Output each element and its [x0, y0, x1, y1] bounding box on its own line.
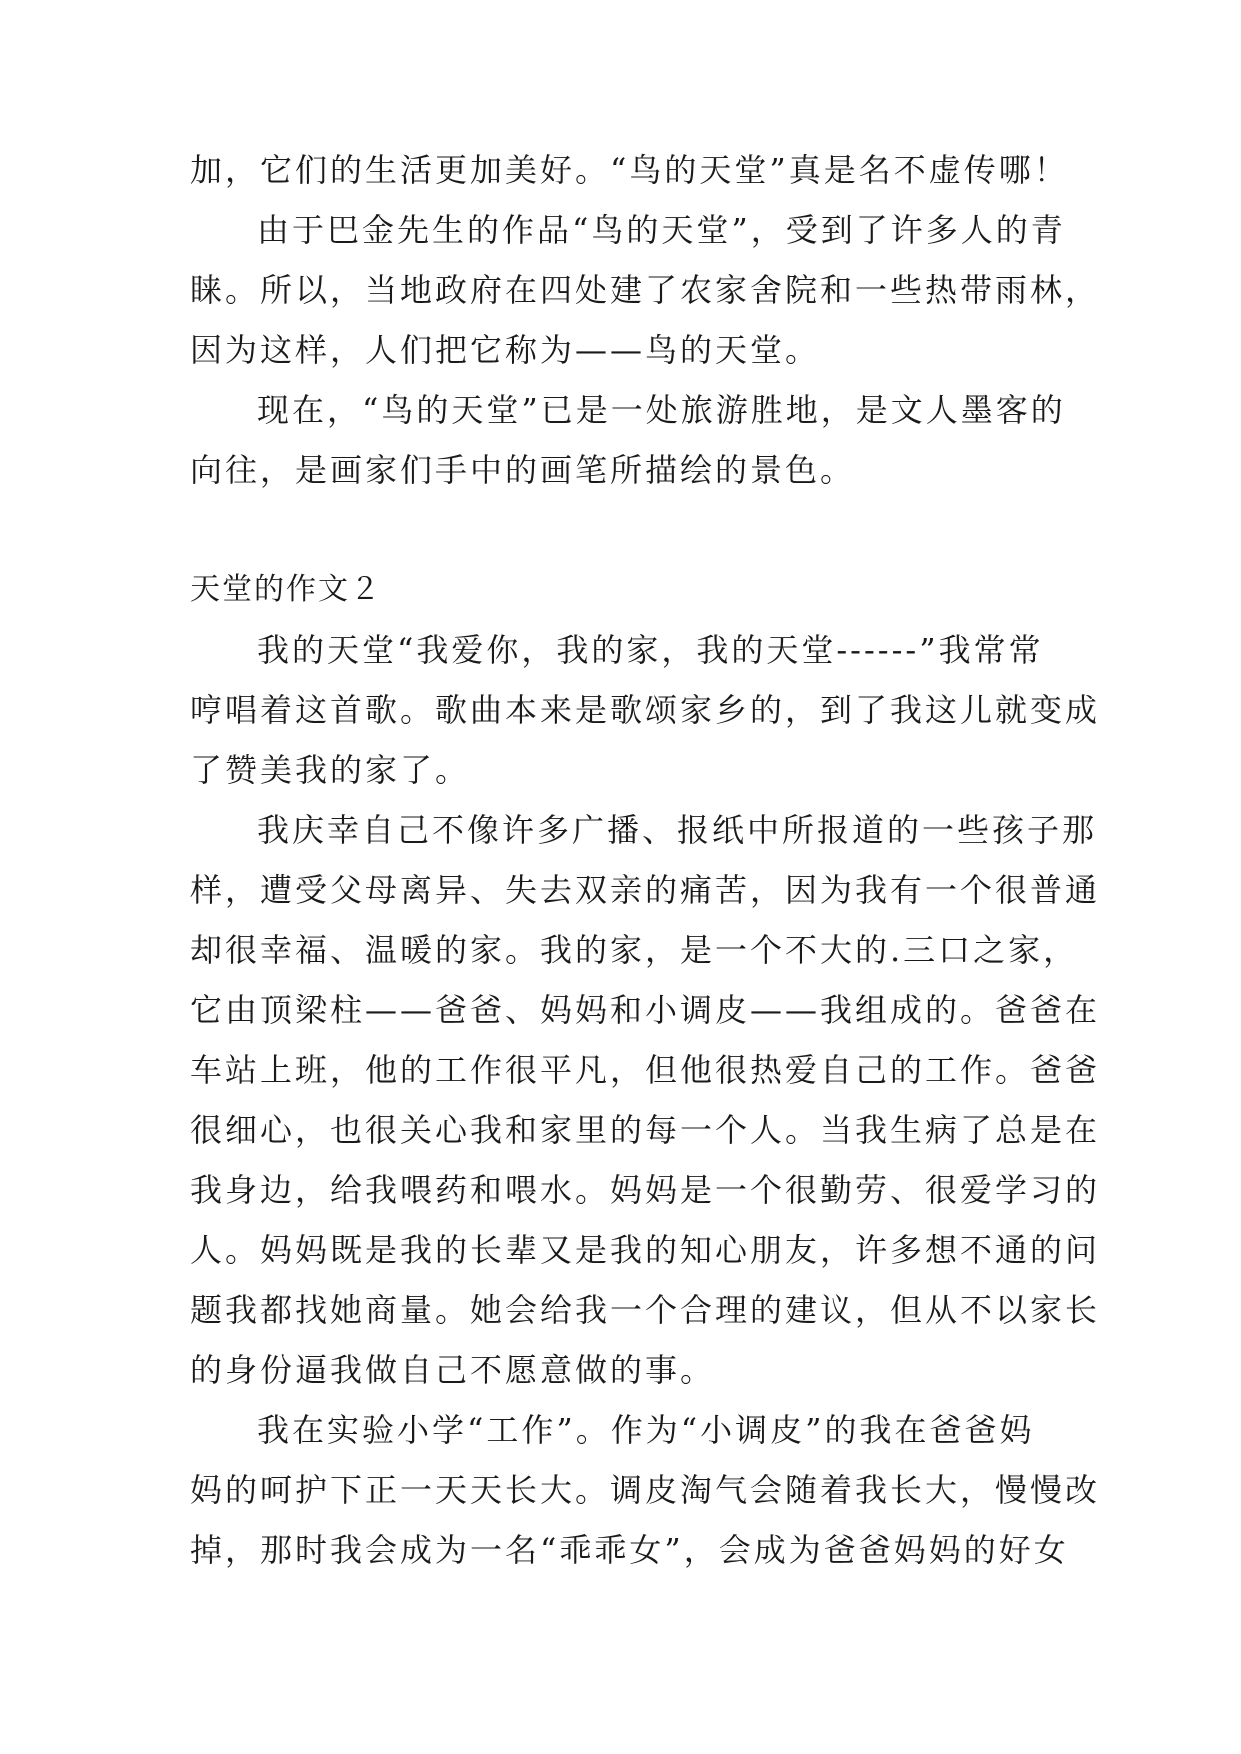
section-heading: 天堂的作文２: [190, 572, 382, 607]
paragraph-line: 加，它们的生活更加美好。“鸟的天堂”真是名不虚传哪！: [190, 151, 1069, 189]
paragraph-line: 我的天堂“我爱你，我的家，我的天堂------”我常常: [257, 631, 1044, 669]
paragraph-line: 妈的呵护下正一天天长大。调皮淘气会随着我长大，慢慢改: [190, 1471, 1101, 1509]
paragraph-line: 哼唱着这首歌。歌曲本来是歌颂家乡的，到了我这儿就变成: [190, 691, 1101, 729]
paragraph-line: 了赞美我的家了。: [190, 751, 471, 789]
paragraph-line: 现在，“鸟的天堂”已是一处旅游胜地，是文人墨客的: [257, 391, 1066, 429]
paragraph-line: 我庆幸自己不像许多广播、报纸中所报道的一些孩子那: [257, 811, 1098, 849]
paragraph-line: 由于巴金先生的作品“鸟的天堂”，受到了许多人的青: [257, 211, 1066, 249]
paragraph-line: 因为这样，人们把它称为——鸟的天堂。: [190, 331, 821, 369]
paragraph-line: 我在实验小学“工作”。作为“小调皮”的我在爸爸妈: [257, 1411, 1035, 1449]
paragraph-line: 它由顶梁柱——爸爸、妈妈和小调皮——我组成的。爸爸在: [190, 991, 1101, 1029]
paragraph-line: 题我都找她商量。她会给我一个合理的建议，但从不以家长: [190, 1291, 1101, 1329]
paragraph-line: 掉，那时我会成为一名“乖乖女”，会成为爸爸妈妈的好女: [190, 1531, 1069, 1569]
paragraph-line: 向往，是画家们手中的画笔所描绘的景色。: [190, 451, 856, 489]
paragraph-line: 我身边，给我喂药和喂水。妈妈是一个很勤劳、很爱学习的: [190, 1171, 1101, 1209]
paragraph-line: 睐。所以，当地政府在四处建了农家舍院和一些热带雨林，: [190, 271, 1101, 309]
paragraph-line: 人。妈妈既是我的长辈又是我的知心朋友，许多想不通的问: [190, 1231, 1101, 1269]
paragraph-line: 很细心，也很关心我和家里的每一个人。当我生病了总是在: [190, 1111, 1101, 1149]
paragraph-line: 样，遭受父母离异、失去双亲的痛苦，因为我有一个很普通: [190, 871, 1101, 909]
paragraph-line: 车站上班，他的工作很平凡，但他很热爱自己的工作。爸爸: [190, 1051, 1101, 1089]
paragraph-line: 的身份逼我做自己不愿意做的事。: [190, 1351, 716, 1389]
paragraph-line: 却很幸福、温暖的家。我的家，是一个不大的.三口之家，: [190, 931, 1079, 969]
